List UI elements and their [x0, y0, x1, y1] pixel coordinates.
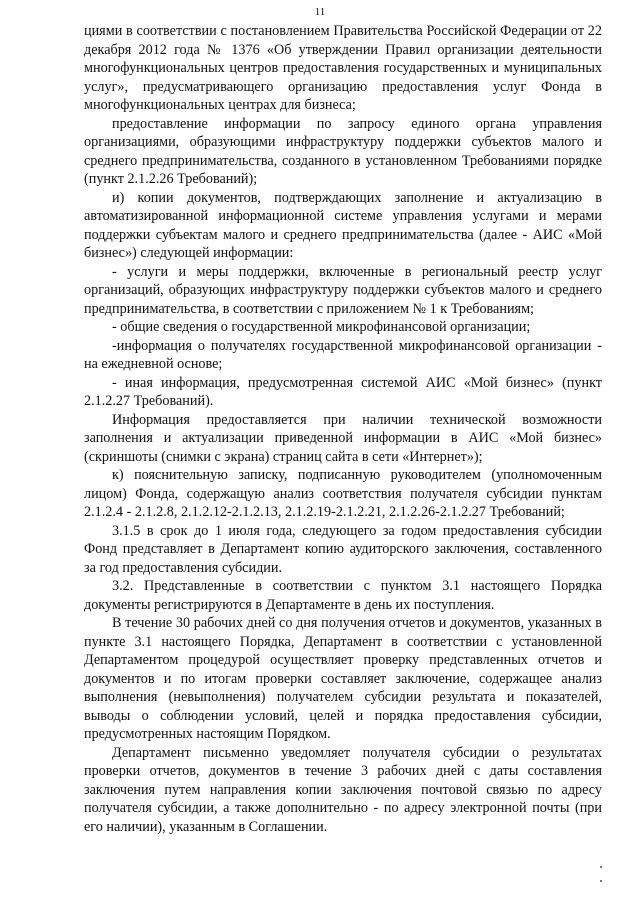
paragraph-3-2: 3.2. Представленные в соответствии с пунктом 3.1 настоящего Порядка документы регистрируются в Департаменте в день их поступления. [84, 578, 602, 613]
document-body [84, 22, 602, 836]
paragraph-info-provision: предоставление информации по запросу единого органа управления организациями, образующими инфраструктуру поддержки субъектов малого и среднего предпринимательства, созданного в установленном Требованиями порядке (пункт 2.1.2.26 Требований); [84, 115, 602, 187]
paragraph-item-i: и) копии документов, подтверждающих заполнение и актуализацию в автоматизированной информационной системе управления услугами и мерами поддержки субъектам малого и среднего предпринимательства (далее - АИС «Мой бизнес») следующей информации: [84, 189, 602, 261]
page-number: 11 [314, 6, 326, 18]
paragraph-item-k: к) пояснительную записку, подписанную руководителем (уполномоченным лицом) Фонда, содержащую анализ соответствия получателя субсидии пунктам 2.1.2.4 - 2.1.2.8, 2.1.2.12-2.1.2.13, 2.1.2.19-2.1.2.21, 2.1.2.26-2.1.2.27 Требований; [84, 467, 602, 520]
scan-speck [600, 880, 602, 882]
list-item-recipients: -информация о получателях государственной микрофинансовой организации - на ежедневной основе; [84, 337, 602, 372]
list-item-other-info: - иная информация, предусмотренная системой АИС «Мой бизнес» (пункт 2.1.2.27 Требований). [84, 374, 602, 409]
scan-speck [600, 866, 602, 868]
paragraph-continuation: циями в соответствии с постановлением Правительства Российской Федерации от 22 декабря 2012 года № 1376 «Об утверждении Правил организации деятельности многофункциональных центров предоставления государственных и муниципальных услуг», предусматривающего организацию предоставления услуг Фонда в многофункциональных центрах для бизнеса; [84, 23, 602, 113]
list-item-general-info: - общие сведения о государственной микрофинансовой организации; [112, 319, 531, 335]
paragraph-info-availability: Информация предоставляется при наличии технической возможности заполнения и актуализации приведенной информации в АИС «Мой бизнес» (скриншоты (снимки с экрана) страниц сайта в сети «Интернет»); [84, 411, 602, 465]
paragraph-3-1-5: 3.1.5 в срок до 1 июля года, следующего за годом предоставления субсидии Фонд представляет в Департамент копию аудиторского заключения, составленного за год предоставления субсидии. [84, 522, 602, 576]
paragraph-notification: Департамент письменно уведомляет получателя субсидии о результатах проверки отчетов, документов в течение 3 рабочих дней с даты составления заключения путем направления копии заключения почтовой связью по адресу получателя субсидии, а также дополнительно - по адресу электронной почты (при его наличии), указанным в Соглашении. [84, 744, 602, 835]
paragraph-review-period: В течение 30 рабочих дней со дня получения отчетов и документов, указанных в пункте 3.1 настоящего Порядка, Департамент в соответствии с установленной Департаментом процедурой осуществляет проверку представленных отчетов и документов и по итогам проверки составляет заключение, содержащее анализ выполнения (невыполнения) получателем субсидии результата и показателей, выводы о соблюдении условий, целей и порядка предоставления субсидии, предусмотренных настоящим Порядком. [84, 615, 602, 742]
list-item-services: - услуги и меры поддержки, включенные в региональный реестр услуг организаций, образующих инфраструктуру поддержки субъектов малого и среднего предпринимательства, в соответствии с приложением № 1 к Требованиям; [84, 263, 602, 317]
